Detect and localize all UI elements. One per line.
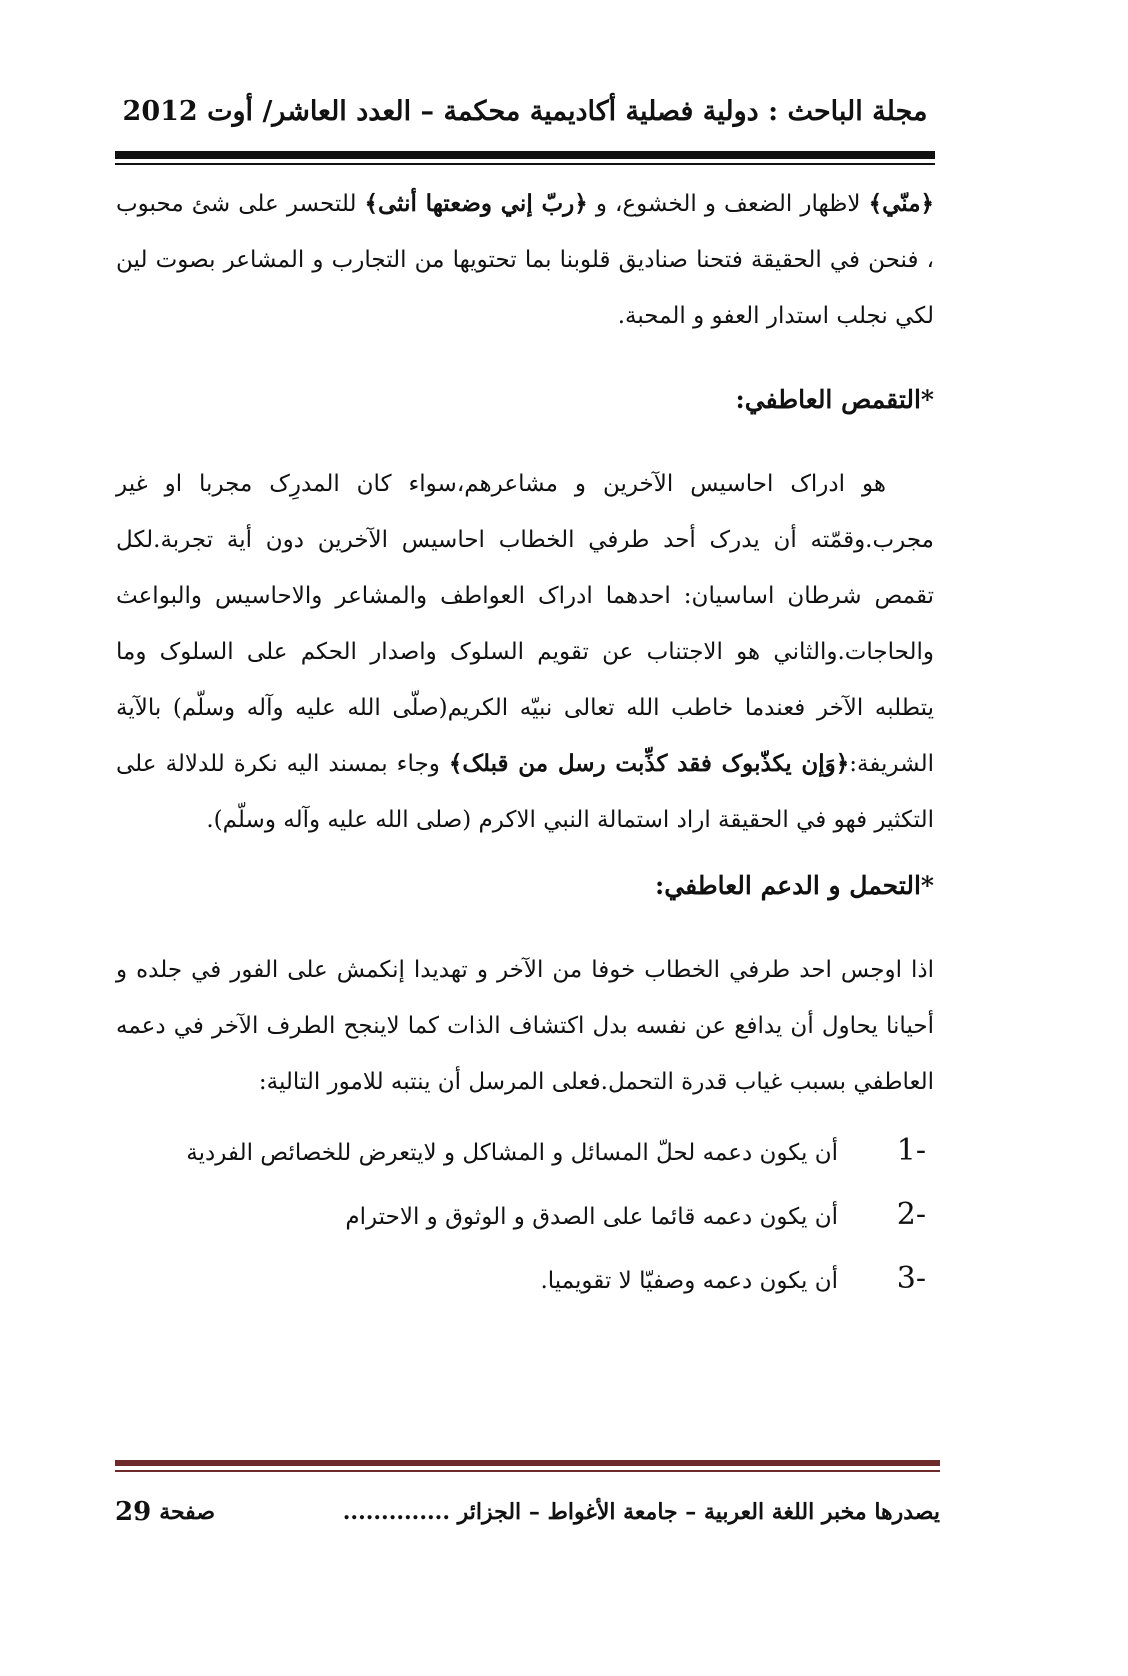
list-item-text: أن يكون دعمه لحلّ المسائل و المشاكل و لايتعرض للخصائص الفردية [186,1140,838,1166]
list-item-text: أن يكون دعمه وصفيّا لا تقويميا. [540,1268,838,1294]
list-item [116,1248,934,1312]
article-body [116,176,934,1312]
footer-publisher: يصدرها مخبر اللغة العربية – جامعة الأغواط – الجزائر .............. [342,1499,940,1525]
list-item-number: 1- [896,1133,926,1168]
header-rule-thin [115,163,935,165]
journal-header-title: مجلة الباحث : دولية فصلية أكاديمية محكمة – العدد العاشر/ أوت 2012 [122,96,928,127]
footer-rule-thin [115,1470,940,1472]
paragraph-2 [116,456,934,848]
paragraph-1-text-a: لاظهار الضعف و الخشوع، و [587,191,869,217]
paragraph-1 [116,176,934,344]
paragraph-1-text-b: للتحسر على شئ محبوب ، فنحن في الحقيقة فتحنا صناديق قلوبنا بما تحتويها من التجارب و المشاعر بصوت لين لكي نجلب استدار العفو و المحبة. [116,191,934,329]
list-item-number: 3- [896,1261,926,1296]
header-rule [115,151,935,159]
list-item [116,1120,934,1184]
conditions-list [116,1120,934,1312]
quran-quote-3: ﴿وَإن يکذّبوک فقد کذِّبت رسل من قبلک﴾ [448,750,850,777]
page-label: صفحة [159,1499,215,1525]
page-number-block [115,1497,215,1527]
page-footer [115,1490,940,1534]
list-item-text: أن يكون دعمه قائما على الصدق و الوثوق و الاحترام [345,1204,838,1230]
section-heading-empathy: *التقمص العاطفي: [735,385,934,414]
paragraph-2-text-b: وجاء بمسند اليه نکرة للدلالة على التکثير فهو في الحقيقة اراد استمالة النبي الاكرم (صلى الله عليه وآله وسلّم). [116,751,934,833]
footer-rule [115,1460,940,1466]
page-number: 29 [115,1497,152,1527]
paragraph-3: اذا اوجس احد طرفي الخطاب خوفا من الآخر و تهديدا إنکمش على الفور في جلده و أحيانا يحاول أن يدافع عن نفسه بدل اکتشاف الذات کما لاينجح الطرف الآخر في دعمه العاطفي بسبب غياب قدرة التحمل.فعلى المرسل أن ينتبه للامور التالية: [116,957,934,1095]
paragraph-2-text-a: هو ادراک احاسيس الآخرين و مشاعرهم،سواء كان المدرِک مجربا او غير مجرب.وقمّته أن يدرک أحد طرفي الخطاب احاسيس الآخرين دون أية تجربة.لکل تقمص شرطان اساسيان: احدهما ادراک العواطف والمشاعر والاحاسيس والبواعث والحاجات.والثاني هو الاجتناب عن تقويم السلوک واصدار الحکم على السلوک وما يتطلبه الآخر فعندما خاطب الله تعالى نبيّه الکريم(صلّى الله عليه وآله وسلّم) بالآية الشريفة: [116,471,934,777]
list-item-number: 2- [896,1197,926,1232]
quran-quote-1: ﴿منّي﴾ [868,190,934,217]
quran-quote-2: ﴿ربّ إني وضعتها أنثى﴾ [364,190,588,217]
section-heading-support: *التحمل و الدعم العاطفي: [655,871,934,900]
list-item [116,1184,934,1248]
